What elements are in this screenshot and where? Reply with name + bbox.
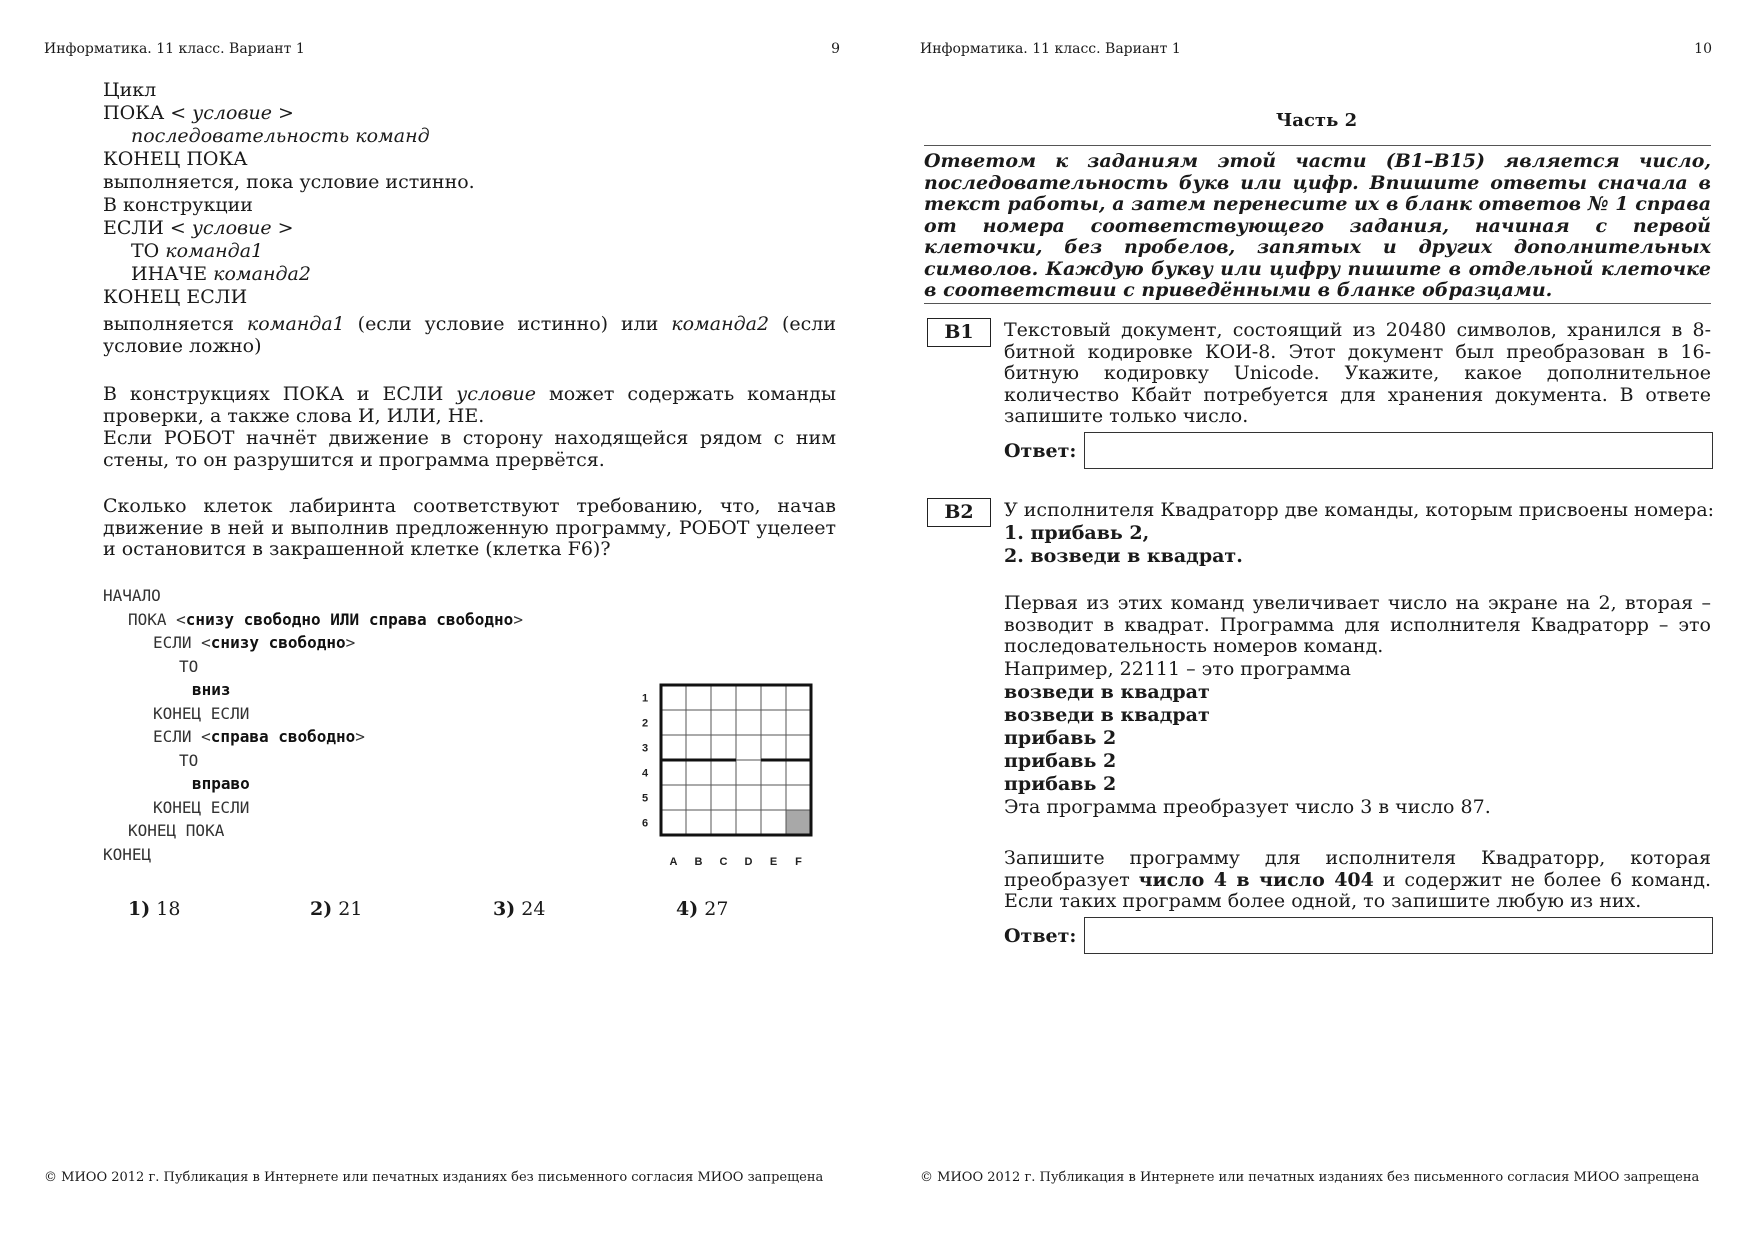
prog-end-while: КОНЕЦ ПОКА xyxy=(128,821,225,840)
maze-col-label: A xyxy=(669,856,678,868)
while-syntax: ПОКА < условие > xyxy=(103,102,294,124)
left-page-number: 9 xyxy=(831,41,840,57)
exec-description: выполняется команда1 (если условие истинно) или команда2 (если условие ложно) xyxy=(103,313,836,357)
task-b1-text: Текстовый документ, состоящий из 20480 символов, хранился в 8-битной кодировке КОИ-8. Этот документ был преобразован в 16-битную кодировку Unicode. Укажите, какое дополнительное количество Кбайт потребуется для хранения документа. В ответе запишите только число. xyxy=(1004,319,1711,427)
part-title: Часть 2 xyxy=(1275,110,1358,131)
program-listing xyxy=(103,584,523,866)
task-b1-label: B1 xyxy=(927,318,991,347)
maze-col-label: E xyxy=(769,856,778,868)
while-description: выполняется, пока условие истинно. xyxy=(103,171,475,193)
b2-answer-label: Ответ: xyxy=(1004,925,1077,947)
b2-task: Запишите программу для исполнителя Квадраторр, которая преобразует число 4 в число 404 и содержит не более 6 команд. Если таких программ более одной, то запишите любую из них. xyxy=(1004,847,1711,912)
option-3[interactable]: 3) 24 xyxy=(493,898,546,920)
b2-example-result: Эта программа преобразует число 3 в число 87. xyxy=(1004,796,1491,818)
maze-row-label: 1 xyxy=(642,692,649,705)
maze-row-label: 6 xyxy=(642,817,649,830)
part-instructions: Ответом к заданиям этой части (B1–B15) является число, последовательность букв или цифр. Впишите ответы сначала в текст работы, а затем перенесите их в бланк ответов № 1 справа от номера соответствующего задания, начиная с первой клеточки, без пробелов, запятых и других дополнительных символов. Каждую букву или цифру пишите в отдельной клеточке в соответствии с приведёнными в бланке образцами. xyxy=(924,150,1711,301)
maze-row-labels xyxy=(642,693,649,830)
maze-col-label: F xyxy=(795,856,802,868)
maze-row-label: 3 xyxy=(642,742,649,755)
maze-grid xyxy=(661,685,811,835)
b2-example-intro: Например, 22111 – это программа xyxy=(1004,658,1351,680)
prog-then-2: ТО xyxy=(179,750,199,770)
maze-col-label: B xyxy=(694,856,703,868)
b2-cmd-2: 2. возведи в квадрат. xyxy=(1004,545,1243,567)
b2-example-line: прибавь 2 xyxy=(1004,750,1117,772)
maze-row-label: 5 xyxy=(642,792,649,805)
prog-if-right: ЕСЛИ <справа свободно> xyxy=(153,727,365,746)
b2-example-block xyxy=(1004,658,1491,819)
end-while-syntax: КОНЕЦ ПОКА xyxy=(103,148,248,170)
else-syntax: ИНАЧЕ команда2 xyxy=(131,263,311,285)
task-b2-label: B2 xyxy=(927,498,991,527)
robot-rule-paragraph: Если РОБОТ начнёт движение в сторону находящейся рядом с ним стены, то он разрушится и программа прервётся. xyxy=(103,427,836,471)
prog-while: ПОКА <снизу свободно ИЛИ справа свободно> xyxy=(128,609,523,629)
maze-diagram xyxy=(630,675,820,870)
left-header-title: Информатика. 11 класс. Вариант 1 xyxy=(44,41,305,57)
b2-example-line: прибавь 2 xyxy=(1004,773,1117,795)
question-text: Сколько клеток лабиринта соответствуют требованию, что, начав движение в ней и выполнив предложенную программу, РОБОТ уцелеет и остановится в закрашенной клетке (клетка F6)? xyxy=(103,495,836,560)
condition-paragraph: В конструкциях ПОКА и ЕСЛИ условие может содержать команды проверки, а также слова И, ИЛИ, НЕ. xyxy=(103,383,836,427)
cycle-word: Цикл xyxy=(103,79,157,101)
option-1[interactable]: 1) 18 xyxy=(128,898,181,920)
prog-then-1: ТО xyxy=(179,656,199,676)
maze-col-label: D xyxy=(744,856,753,868)
b2-example-line: возведи в квадрат xyxy=(1004,681,1210,703)
maze-col-label: C xyxy=(719,856,728,868)
b2-example-line: возведи в квадрат xyxy=(1004,704,1210,726)
in-construct: В конструкции xyxy=(103,194,253,216)
then-syntax: ТО команда1 xyxy=(131,240,264,262)
prog-begin: НАЧАЛО xyxy=(103,586,161,605)
maze-row-label: 4 xyxy=(642,767,649,780)
seq-commands: последовательность команд xyxy=(131,125,430,147)
right-page-number: 10 xyxy=(1694,41,1712,57)
b2-intro: У исполнителя Квадраторр две команды, которым присвоены номера: xyxy=(1004,499,1715,521)
left-footer: © МИОО 2012 г. Публикация в Интернете или печатных изданиях без письменного согласия МИОО запрещена xyxy=(44,1170,824,1185)
maze-target-cell xyxy=(786,810,811,835)
b2-description: Первая из этих команд увеличивает число на экране на 2, вторая – возводит в квадрат. Программа для исполнителя Квадраторр – это последовательность номеров команд. xyxy=(1004,592,1711,657)
b2-answer-input[interactable] xyxy=(1084,917,1713,954)
maze-row-label: 2 xyxy=(642,717,649,730)
prog-end-if-1: КОНЕЦ ЕСЛИ xyxy=(153,703,250,723)
b1-answer-label: Ответ: xyxy=(1004,440,1077,462)
option-4[interactable]: 4) 27 xyxy=(676,898,729,920)
if-syntax: ЕСЛИ < условие > xyxy=(103,217,294,239)
maze-col-labels xyxy=(670,856,803,868)
prog-cmd-right: вправо xyxy=(192,774,250,793)
answer-options xyxy=(128,898,748,922)
option-2[interactable]: 2) 21 xyxy=(310,898,363,920)
syntax-block xyxy=(103,79,475,309)
prog-end: КОНЕЦ xyxy=(103,844,152,864)
prog-cmd-down: вниз xyxy=(192,680,231,699)
b1-answer-input[interactable] xyxy=(1084,432,1713,469)
right-header-title: Информатика. 11 класс. Вариант 1 xyxy=(920,41,1181,57)
b2-cmd-1: 1. прибавь 2, xyxy=(1004,522,1150,544)
instructions-top-rule xyxy=(924,145,1711,146)
end-if-syntax: КОНЕЦ ЕСЛИ xyxy=(103,286,248,308)
prog-if-down: ЕСЛИ <снизу свободно> xyxy=(153,633,356,652)
task-b2-intro-block xyxy=(1004,499,1714,568)
instructions-bottom-rule xyxy=(924,303,1711,304)
right-footer: © МИОО 2012 г. Публикация в Интернете или печатных изданиях без письменного согласия МИОО запрещена xyxy=(920,1170,1700,1185)
b2-example-line: прибавь 2 xyxy=(1004,727,1117,749)
prog-end-if-2: КОНЕЦ ЕСЛИ xyxy=(153,797,250,817)
